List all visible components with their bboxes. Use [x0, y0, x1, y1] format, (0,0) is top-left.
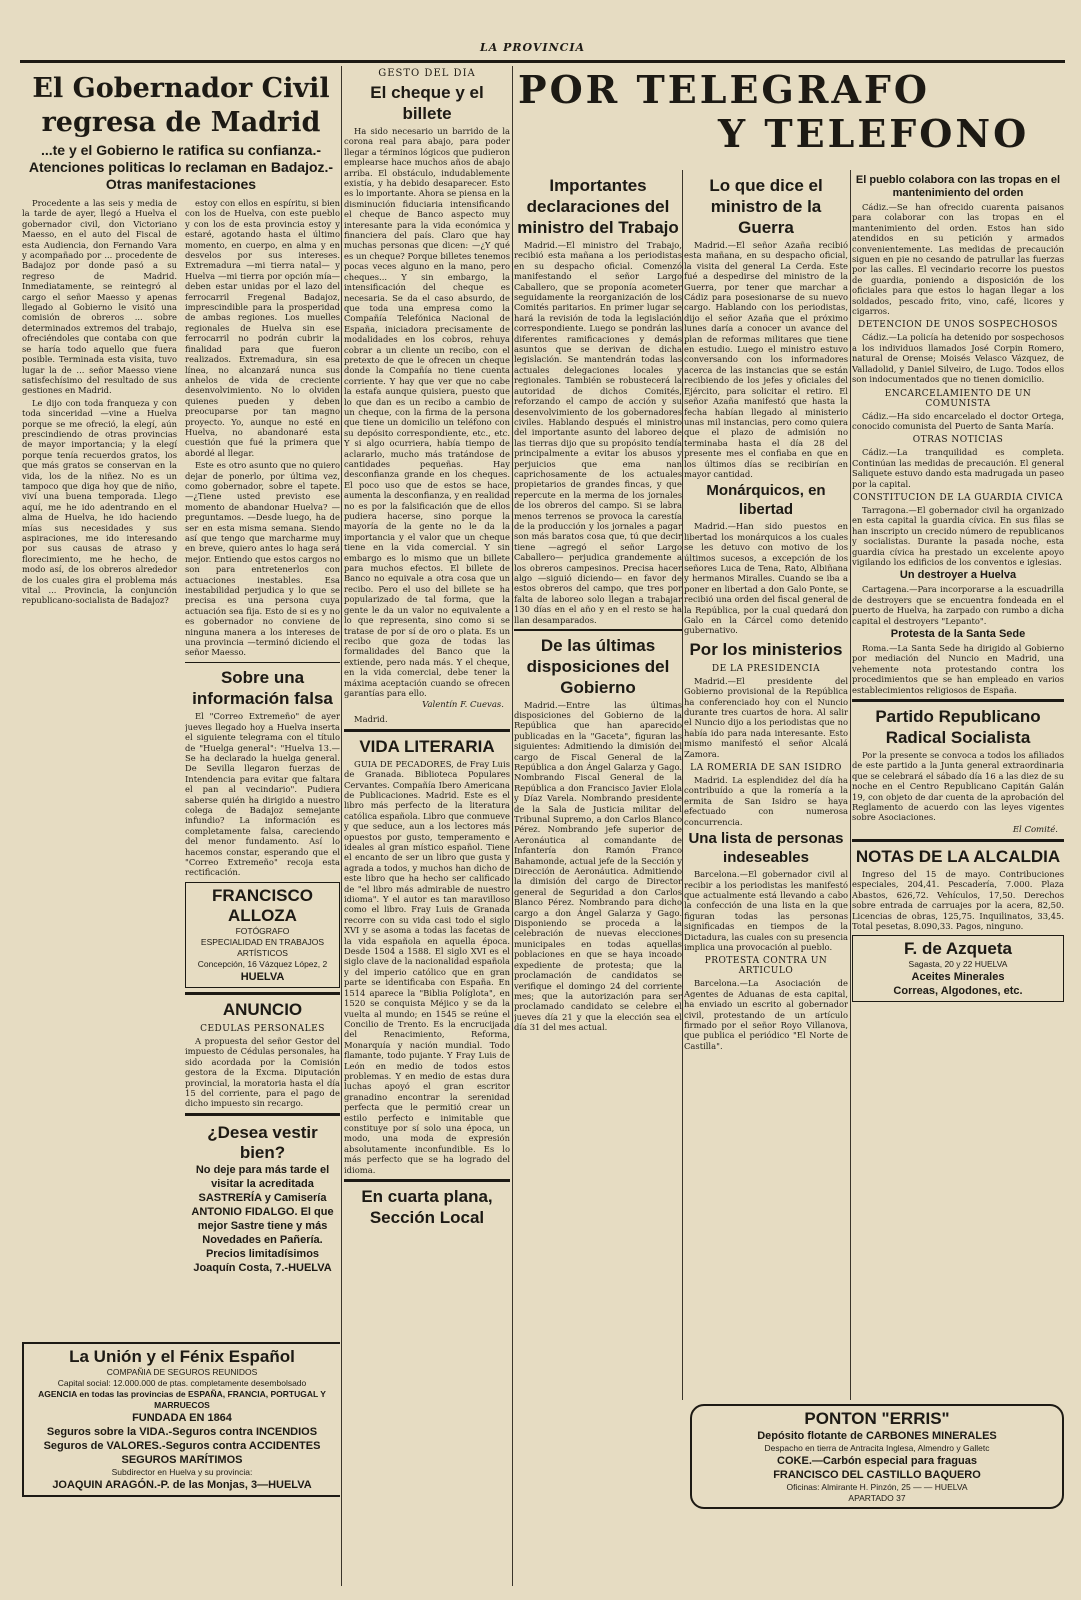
ad-line: FUNDADA EN 1864	[132, 1412, 232, 1424]
ad-line: No deje para más tarde el visitar la acreditada SASTRERÍA y Camisería ANTONIO FIDALGO. El que mejor Sastre tiene y más Novedades en Pañería.	[191, 1163, 334, 1246]
ad-line: Oficinas: Almirante H. Pinzón, 25 — — HUELVA	[786, 1482, 968, 1492]
article-title-gobernador: El Gobernador Civil regresa de Madrid	[32, 73, 330, 138]
ad-line: ESPECIALIDAD EN TRABAJOS ARTÍSTICOS	[200, 936, 325, 958]
column-rule	[850, 170, 851, 1400]
article-title-trabajo: Importantes declaraciones del ministro del Trabajo	[517, 176, 679, 237]
article-title-partido: Partido Republicano Radical Socialista	[875, 707, 1041, 748]
divider	[344, 1179, 510, 1182]
divider	[344, 729, 510, 732]
ad-sastreria	[185, 1120, 340, 1278]
ad-line: Capital social: 12.000.000 de ptas. completamente desembolsado	[57, 1378, 307, 1388]
article-body: Cartagena.—Para incorporarse a la escuadrilla de destroyers que se encuentra fondeada en el puerto de Huelva, ha zarpado con rumbo a dicha capital el destroyers "Lepanto".	[852, 584, 1064, 626]
article-body: El "Correo Extremeño" de ayer jueves llegado hoy a Huelva inserta el siguiente telegrama con el título de "Huelga general": "Huelva 13.—Se ha declarado la huelga general. De Sevilla llegaron fuerzas de Intendencia para evitar que faltara el pan al vecindario". Pudiera saberse quién ha dirigido a nuestro colega de Badajoz semejante infundio? La información es completamente falsa, careciendo del menor fundamento. Así lo hacemos constar, esperando que el "Correo Extremeño" recoja esta rectificación.	[185, 711, 340, 878]
ad-line: Seguros sobre la VIDA.-Seguros contra INCENDIOS	[46, 1426, 318, 1438]
banner-line-2: Y TELEFONO	[718, 111, 1030, 156]
masthead	[20, 38, 1065, 63]
place-line: Madrid.	[354, 714, 388, 725]
ad-title: La Unión y el Fénix Español	[69, 1347, 295, 1366]
anuncio-subtitle: CEDULAS PERSONALES	[200, 1023, 325, 1034]
ad-line: FRANCISCO DEL CASTILLO BAQUERO	[773, 1469, 981, 1481]
notas-alcaldia-title: NOTAS DE LA ALCALDIA	[855, 846, 1061, 866]
ad-line: HUELVA	[240, 970, 285, 983]
divider	[185, 1113, 340, 1116]
section-heading: OTRAS NOTICIAS	[912, 435, 1004, 446]
article-body: Este es otro asunto que no quiero dejar de ponerlo, por última vez, como gobernador, sobre el tapete. —¿Tiene usted previsto ese momento de abandonar Huelva? —preguntamos. —Desde luego, ha de ser en esta misma semana. Siendo así que tengo que marcharme muy en breve, quiero antes lo haga será mejor. Entiendo que estos cargos no son para entretenerlos con actuaciones inestables. Esa inestabilidad perjudica y lo que se precisa es una persona cuya actuación sea fija. Esto de si es y no es gobernador no conviene de ninguna manera a los intereses de una provincia —terminó diciendo el señor Maesso.	[185, 460, 340, 658]
article-body: Barcelona.—El gobernador civil al recibir a los periodistas les manifestó que actualmente está llevando a cabo la confección de una lista en la que figuran todas las personas significadas en tiempos de la Dictadura, las cuales con su presencia implica una provocación al pueblo.	[684, 869, 848, 952]
ad-azqueta	[852, 935, 1064, 1002]
ad-title: FRANCISCO ALLOZA	[211, 885, 314, 925]
ad-title: PONTON "ERRIS"	[804, 1409, 950, 1428]
article-body: Procedente a las seis y media de la tarde de ayer, llegó a Huelva el gobernador civil, don Victoriano Maesso, en el auto del Fiscal de esta Audiencia, don Fernando Vara y acompañado por ... procedente de Badajoz por donde pasó a su regreso de Madrid. Inmediatamente, se reintegró al cargo el señor Maesso y apenas llegado al Gobierno le visitó una comisión de obreros ... sobre determinados extremos del trabajo, ofreciéndoles que contaba con que se haría todo aquello que fuera posible. Terminada esta visita, tuvo lugar la de ... señor Maesso viene satisfechísimo del resultado de sus gestiones en Madrid.	[22, 198, 177, 396]
ad-line: Correas, Algodones, etc.	[893, 985, 1023, 998]
divider	[852, 839, 1064, 842]
article-body: Cádiz.—La policía ha detenido por sospechosos a los individuos llamados José Corpin Romero, natural de Orense; Moisés Velasco Vázquez, de Valladolid, y Daniel Silveiro, de Lugo. Todos ellos son indocumentados que no tienen domicilio.	[852, 332, 1064, 385]
ad-line: JOAQUIN ARAGÓN.-P. de las Monjas, 3—HUELVA	[52, 1479, 312, 1491]
article-subtitle-gobernador: ...te y el Gobierno le ratifica su confianza.-Atenciones politicas lo reclaman en Badajoz.-Otras manifestaciones	[28, 142, 334, 192]
ad-line: Joaquín Costa, 7.-HUELVA	[193, 1261, 332, 1274]
divider	[852, 699, 1064, 702]
ad-line: FOTÓGRAFO	[235, 925, 290, 936]
ad-ponton-erris	[690, 1404, 1064, 1509]
article-title-indeseables: Una lista de personas indeseables	[688, 830, 844, 867]
ad-line: COMPAÑIA DE SEGUROS REUNIDOS	[106, 1367, 258, 1377]
article-body: Madrid.—El presidente del Gobierno provisional de la República ha conferenciado hoy con el Nuncio durante tres cuartos de hora. Al salir el Nuncio dijo a los periodistas que no había ido para nada interesante. Esto mismo manifestó el señor Alcalá Zamora.	[684, 675, 848, 759]
ad-alloza	[185, 882, 340, 988]
column-rule	[341, 66, 342, 1586]
ad-line: Sagasta, 20 y 22 HUELVA	[908, 959, 1008, 970]
article-title-santa-sede: Protesta de la Santa Sede	[890, 628, 1026, 640]
article-title-cheque: El cheque y el billete	[370, 83, 484, 123]
ad-title: F. de Azqueta	[904, 939, 1012, 959]
article-body: Cádiz.—La tranquilidad es completa. Continúan las medidas de precaución. El general Saliquete estuvo dando esta madrugada un paseo por la capital.	[852, 447, 1064, 489]
ad-line: Despacho en tierra de Antracita Inglesa, Almendro y Galletc	[764, 1443, 990, 1453]
vida-literaria-title: VIDA LITERARIA	[359, 736, 495, 756]
divider	[185, 992, 340, 995]
ad-line: Aceites Minerales	[911, 971, 1005, 984]
column-4	[684, 172, 848, 1182]
signature: Valentín F. Cuevas.	[422, 700, 504, 711]
ad-line: APARTADO 37	[848, 1493, 906, 1503]
anuncio-title: ANUNCIO	[222, 999, 303, 1019]
cuarta-plana-note: En cuarta plana, Sección Local	[361, 1187, 493, 1227]
article-body: Por la presente se convoca a todos los afiliados de este partido a la Junta general extraordinaria que se celebrará el sábado día 16 a las diez de su noche en el Centro Republicano Capitán Galán 19, con objeto de dar cuenta de la aprobación del Reglamento de acuerdo con las leyes vigentes sobre Asociaciones.	[852, 750, 1064, 823]
ad-line: Seguros de VALORES.-Seguros contra ACCIDENTES	[43, 1440, 321, 1452]
article-title-guerra: Lo que dice el ministro de la Guerra	[709, 176, 823, 237]
section-heading: DE LA PRESIDENCIA	[711, 663, 821, 674]
article-title-disposiciones: De las últimas disposiciones del Gobierno	[526, 635, 670, 697]
section-heading: PROTESTA CONTRA UN ARTICULO	[704, 956, 828, 977]
article-body: estoy con ellos en espíritu, si bien con los de Huelva, con este pueblo y con los de esta provincia estoy y estaré, agotando hasta el último momento, en cuerpo, en alma y en desvelos por sus intereses. Extremadura —mi tierra natal— y Huelva —mi tierra por opción mía— deben estar unidas por el lazo del ferrocarril Fregenal Badajoz, imprescindible para la prosperidad de ambas regiones. Los muelles regionales de Huelva sin ese ferrocarril no podrán cubrir la finalidad para que fueron realizados. Extremadura, sin esa línea, no alcanzará nunca sus anhelos de vida de creciente desenvolvimiento. No lo olviden quienes pueden y deben preocuparse por tan magno proyecto. Yo, aunque no esté en Huelva, no abandonaré esta cuestión que fué la primera que abordé al llegar.	[185, 198, 340, 458]
section-heading: DETENCION DE UNOS SOSPECHOSOS	[858, 320, 1058, 331]
ad-line: Concepción, 16 Vázquez López, 2	[197, 958, 328, 969]
article-body: Cádiz.—Ha sido encarcelado el doctor Ortega, conocido comunista del Puerto de Santa María.	[852, 410, 1064, 431]
column-rule	[512, 66, 513, 1586]
article-body: A propuesta del señor Gestor del impuesto de Cédulas personales, ha sido acordada por la Comisión gestora de la Excma. Diputación provincial, la moratoria hasta el día 15 del corriente, para el pago de dicho impuesto sin recargo.	[185, 1035, 340, 1109]
ad-line: SEGUROS MARÍTIMOS	[121, 1454, 243, 1466]
banner-line-1: POR TELEGRAFO	[518, 67, 931, 112]
article-body: Tarragona.—El gobernador civil ha organizado en esta capital la guardia cívica. En sus filas se han inscripto un crecido número de republicanos y socialistas. Durante la pasada noche, esta guardia cívica ha prestado un excelente apoyo vigilando los edificios de los conventos e iglesias.	[852, 504, 1064, 567]
ad-line: AGENCIA en todas las provincias de ESPAÑA, FRANCIA, PORTUGAL Y MARRUECOS	[38, 1389, 326, 1410]
column-3	[514, 172, 682, 1382]
telegrafo-banner	[518, 68, 1066, 156]
article-body: Madrid.—El ministro del Trabajo, recibió esta mañana a los periodistas en su despacho oficial. Comenzó manifestando el señor Largo Caballero, que se proponía acometer seguidamente la reorganización de los Comités paritarios. En primer lugar se hará la revisión de toda la legislación correspondiente. Luego se pondrán las diferentes ramificaciones y demás asuntos que se derivan de dicha legislación. Se mantendrán todas las actuales delegaciones locales y regionales. También se robustecerá la autoridad de dichos Comités, reforzando el campo de acción y su desenvolvimiento de los gobernadores civiles. Hablando después el ministro del importante asunto del laboreo de las tierras dijo que su propósito tendía principalmente a evitar los abusos y perjuicios que ema nan caprichosamente de los actuales propietarios de grandes fincas, y que repercute en la merma de los jornales de los obreros del campo. Si se labra menos terrenos se provoca la carestía de la producción y los jornales a pagar son más baratos cosa que, tú que decir tiene —agregó el señor Largo Caballero— perjudica grandemente a los obreros campesinos. Precisa hacer algo —siguió diciendo— en favor de estos obreros del campo, que tres por falta de laboreo solo llegan a trabajar 130 días en el año y en el resto se ha llan desamparados.	[514, 240, 682, 625]
article-body: Le dijo con toda franqueza y con toda sinceridad —vine a Huelva porque se me ofreció, la elegí, aún prescindiendo de otras provincias de mayor importancia; y la elegí porque tenía recuerdos gratos, los que más gratos se conservan en la vida, los de la niñez. No es un tampoco que diga hoy que de niño, viví una buena temporada. Llego aquí, me he ido adentrando en el alma de Huelva, he ido haciendo mías sus necesidades y sus aspiraciones, me ido interesando por sus causas de atraso y florecimiento, me he hecho, de modo así, de los obreros alrededor de los cuales gira el problema más vital ... Provincia, la conjunción republicano-socialista de Badajoz?	[22, 397, 177, 606]
article-body: Ingreso del 15 de mayo. Contribuciones especiales, 204,41. Pescadería, 7.000. Plaza Abastos, 626,72. Vehículos, 17,50. Derechos sobre entrada de carruajes por la acera, 82,50. Licencias de obras, 125,75. Inquilinatos, 33,45. Total pesetas, 8.090,33. Pagos, ninguno.	[852, 868, 1064, 931]
article-body: Roma.—La Santa Sede ha dirigido al Gobierno por mediación del Nuncio en Madrid, una vehemente nota protestando contra los procedimientos que se han empleado en varios establecimientos religiosos de España.	[852, 643, 1064, 695]
article-body: Cádiz.—Se han ofrecido cuarenta paisanos para colaborar con las tropas en el mantenimiento del orden. Estos han sido atendidos en su petición y armados convenientemente. Las medidas de precaución siguen en pie no cesando de patrullar las fuerzas por las calles. El vecindario recorre los puestos de guardia, poniendo a disposición de los oficiales para que estos lo hagan llegar a los soldados, pescado frito, vino, café, licores y cigarros.	[852, 202, 1064, 317]
article-body: Madrid. La esplendidez del día ha contribuído a que la romería a la ermita de San Isidro se haya efectuado con numerosa concurrencia.	[684, 775, 848, 827]
article-body: Barcelona.—La Asociación de Agentes de Aduanas de esta capital, ha enviado un escrito al gobernador civil, protestando de un artículo firmado por el señor Royo Villanova, que publica el periódico "El Norte de Castilla".	[684, 978, 848, 1051]
article-body: GUIA DE PECADORES, de Fray Luis de Granada. Biblioteca Populares Cervantes. Compañía Ibero Americana de Publicaciones. Madrid. Este es el libro más perfecto de la literatura católica española. Libro que conmueve y que seduce, aun a los lectores más opuestos por gusto, temperamento e ideales al gran místico español. Tiene el encanto de ser un libro que gusta y agrada a todos, y muchos han dicho de este libro que ha hecho ser calificado de "el libro más admirable de nuestro idioma". Y el autor es tan maravilloso como el libro. Fray Luis de Granada recorre con su vida casi todo el siglo XVI y se asoma a todas las facetas de la vida española en aquella época. Desde 1504 a 1588. El siglo XVI es el siglo clave de la nacionalidad española y del imperio católico que en gran parte se identificaba con España. En 1514 aparece la "Biblia Políglota", en 1520 se conquista Méjico y se da la vuelta al mundo; en 1545 se reúne el Concilio de Trento. Es la encrucijada del Renacimiento, Reforma, Monarquía y nación mundial. Todo flamante, todo pujante. Y Fray Luis de León en medio de todos estos problemas. Y en medio de estas dura luchas apoyó el gran escritor granadino encontrar la serenidad perfecta que le permitió crear un estilo perfecto e inimitable que constituye por sí solo una época, un modo, una moda de expresión absolutamente inconfundible. Es lo más perfecto que se ha logrado del idioma.	[344, 758, 510, 1175]
article-body: Ha sido necesario un barrido de la corona real para abajo, para poder llegar a términos lógicos que pudieron emplearse hace muchos años de abajo arriba. El obstáculo, indudablemente existía, y ha debido desaparecer. Esto es lo importante. Ahora se piensa en la disminución fiduciaria intensificando el cheque de Banco aspecto muy interesante para la vida económica y financiera del país. Claro que hay muchas personas que dicen: —¿Y qué es un cheque? Porque billetes tenemos pocas veces alguno en la mano, pero cheques... Y sin embargo, la intensificación del cheque es necesaria. Se da el caso absurdo, de que toda una empresa como la Compañía Telefónica Nacional de España, iniciadora precisamente de modalidades en los cobros, rehuya cobrar a un cliente un recibo, con el pretexto de que le ofrecen un cheque donde la Compañía no tiene cuenta corriente. Y hay que ver que no cabe la estafa aunque quisiera, puesto que lo que dan es un recibo a cambio de un cheque, con la firma de la persona que tiene un domicilio un teléfono con su depósito correspondiente, etc., etc. Y si algo ocurriera, había tiempo de aclararlo, mucho más tratándose de cantidades pequeñas. Hay desconfianza grande en los cheques. El poco uso que de estos se hace, aumenta la desconfianza, y en realidad no es por la falsificación que de ellos pudiera hacerse, sino porque la mayoría de la gente no le da la importancia y el valor que un cheque tiene en la vida comercial. Y sin embargo es lo mismo que un billete para muchos efectos. El billete de Banco no equivale a otra cosa que un recibo. Pero el uso del billete se ha popularizado de tal forma, que la gente le da un valor no equivalente a lo que representa, sino como si se tratase de por sí de oro o plata. Es un recibo que goza de todas las formalidades del Banco que la extiende, pero nada más. Y el cheque, en la vida comercial, debe tener la máxima aceptación cuando se ofrecen garantías para ello.	[344, 126, 510, 698]
ad-title: ¿Desea vestir bien?	[207, 1122, 318, 1162]
ad-union-fenix	[22, 1342, 340, 1497]
ad-line: COKE.—Carbón especial para fraguas	[777, 1455, 977, 1467]
article-body: Madrid.—Entre las últimas disposiciones del Gobierno de la República que han aparecido publicadas en la "Gaceta", figuran las siguientes: Admitiendo la dimisión del cargo de Fiscal General de la República a don Ángel Galarza y Gago. Nombrando Fiscal General de la República a don Francisco Javier Elola y Díaz Varela. Nombrando presidente de la Sala de Justicia militar del Tribunal Supremo, a don Carlos Blanco Pérez. Nombrando jefe superior de Aeronáutica al comandante de Infantería don Ramón Franco Bahamonde, actual jefe de la Sección y Dirección de Aeronáutica. Admitiendo la dimisión del cargo de Director general de Seguridad a don Carlos Blanco Pérez. Nombrando para dicho cargo a don Ángel Galarza y Gago. Disponiendo se proceda a la celebración de nuevas elecciones municipales en todas aquellas poblaciones en que se haya incoado expediente de protesta; que la proclamación de candidatos se verifique el domingo 24 del corriente mes; que la autorización para ser proclamado candidato se celebre el jueves día 21 y que la elección sea el día 31 del mes actual.	[514, 699, 682, 1033]
ad-line: Depósito flotante de CARBONES MINERALES	[757, 1430, 997, 1442]
masthead-title: LA PROVINCIA	[480, 41, 586, 54]
column-1	[22, 68, 340, 1588]
article-title-falsa: Sobre una información falsa	[192, 668, 333, 709]
article-title-monarquicos: Monárquicos, en libertad	[706, 482, 826, 519]
article-title-ministerios: Por los ministerios	[689, 639, 843, 659]
article-title-destroyer: Un destroyer a Huelva	[899, 569, 1017, 582]
ad-line: Subdirector en Huelva y su provincia:	[111, 1467, 253, 1477]
column-2	[344, 68, 510, 1588]
section-kicker: GESTO DEL DIA	[378, 68, 476, 79]
signature: El Comité.	[1012, 824, 1058, 835]
section-heading: LA ROMERIA DE SAN ISIDRO	[690, 763, 842, 774]
divider	[514, 629, 682, 631]
column-rule	[682, 170, 683, 1400]
article-title-pueblo: El pueblo colabora con las tropas en el mantenimiento del orden	[855, 174, 1061, 199]
divider	[185, 662, 340, 664]
article-body: Madrid.—El señor Azaña recibió esta mañana, en su despacho oficial, la visita del general La Cerda. Este fué a despedirse del ministro de la Guerra, por tener que marchar a Cádiz para posesionarse de su nuevo cargo. Hablando con los periodistas, dijo el señor Azaña que el próximo lunes daría a conocer un avance del plan de reformas militares que tiene en estudio. Luego el ministro estuvo conversando con los informadores acerca de las instancias que se están recibiendo de los jefes y oficiales del Ejército, para solicitar el retiro. El señor Azaña manifestó que hasta la fecha habían llegado al ministerio unas mil instancias, pero como quiera que el plazo de admisión no terminaba hasta el día 28 del presente mes el confiaba en que en los últimos días se recibirían en mayor cantidad.	[684, 240, 848, 479]
column-5	[852, 172, 1064, 1312]
ad-line: Precios limitadísimos	[205, 1247, 320, 1260]
section-heading: CONSTITUCION DE LA GUARDIA CIVICA	[852, 492, 1064, 503]
section-heading: ENCARCELAMIENTO DE UN COMUNISTA	[884, 388, 1032, 409]
article-body: Madrid.—Han sido puestos en libertad los monárquicos a los cuales se les detuvo con motivo de los últimos sucesos, a excepción de los señores Luca de Tena, Rato, Albiñana y hermanos Miralles. Cuando se iba a poner en libertad a don Galo Ponte, se recibió una orden del fiscal general de la República, por la cual quedará don Galo en la Cárcel como detenido gubernativo.	[684, 521, 848, 636]
